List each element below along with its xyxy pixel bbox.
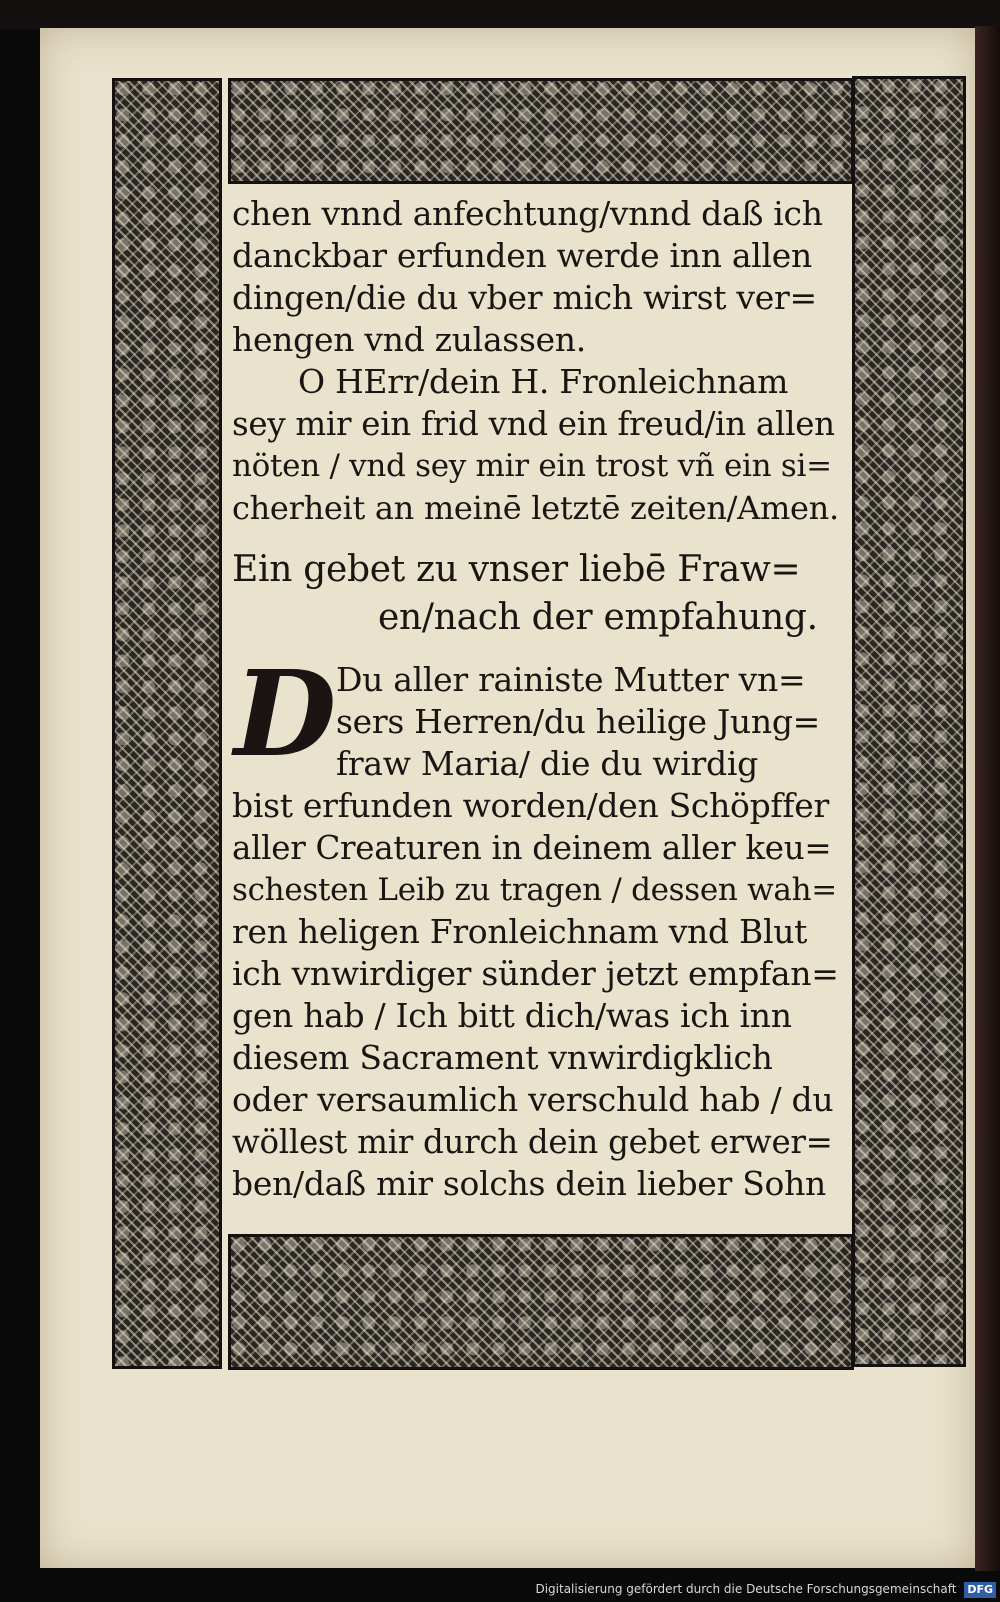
credit-text: Digitalisierung gefördert durch die Deutsche Forschungsgemeinschaft [535, 1582, 957, 1596]
text-line: wöllest mir durch dein gebet erwer= [232, 1123, 833, 1161]
text-line: bist erfunden worden/den Schöpffer [232, 786, 829, 825]
woodcut-border-bottom [228, 1234, 854, 1370]
text-line: O HErr/dein H. Fronleichnam [298, 362, 789, 401]
text-line: cherheit an meinē letztē zeiten/Amen. [232, 489, 839, 527]
scan-background [0, 0, 1000, 30]
page-edge [975, 26, 1000, 1571]
text-block [232, 186, 842, 1226]
woodcut-border-top [228, 78, 854, 184]
text-line: dingen/die du vber mich wirst ver= [232, 278, 817, 317]
prayer-heading-line: Ein gebet zu vnser liebē Fraw= [232, 549, 801, 590]
text-line: ben/daß mir solchs dein lieber Sohn [232, 1164, 826, 1203]
text-line: sey mir ein frid vnd ein freud/in allen [232, 405, 835, 443]
text-line: ich vnwirdiger sünder jetzt empfan= [232, 954, 839, 993]
woodcut-border-left [112, 78, 222, 1369]
text-line: chen vnnd anfechtung/vnnd daß ich [232, 194, 823, 233]
text-line: diesem Sacrament vnwirdigklich [232, 1038, 773, 1077]
text-line: schesten Leib zu tragen / dessen wah= [232, 872, 837, 908]
text-line: ren heligen Fronleichnam vnd Blut [232, 912, 808, 951]
text-line: aller Creaturen in deinem aller keu= [232, 829, 832, 867]
digitization-credit [535, 1578, 996, 1600]
text-line: nöten / vnd sey mir ein trost vñ ein si= [232, 448, 832, 484]
text-line: oder versaumlich verschuld hab / du [232, 1080, 834, 1119]
text-line: sers Herren/du heilige Jung= [336, 702, 820, 741]
dfg-logo: DFG [964, 1582, 996, 1598]
decorated-initial: D [234, 644, 337, 783]
woodcut-border-right [852, 76, 966, 1367]
text-line: Du aller rainiste Mutter vn= [336, 660, 806, 699]
text-line: hengen vnd zulassen. [232, 320, 586, 359]
prayer-heading-line: en/nach der empfahung. [378, 597, 818, 638]
text-line: gen hab / Ich bitt dich/was ich inn [232, 996, 792, 1035]
text-line: danckbar erfunden werde inn allen [232, 236, 812, 275]
text-line: fraw Maria/ die du wirdig [336, 744, 758, 783]
